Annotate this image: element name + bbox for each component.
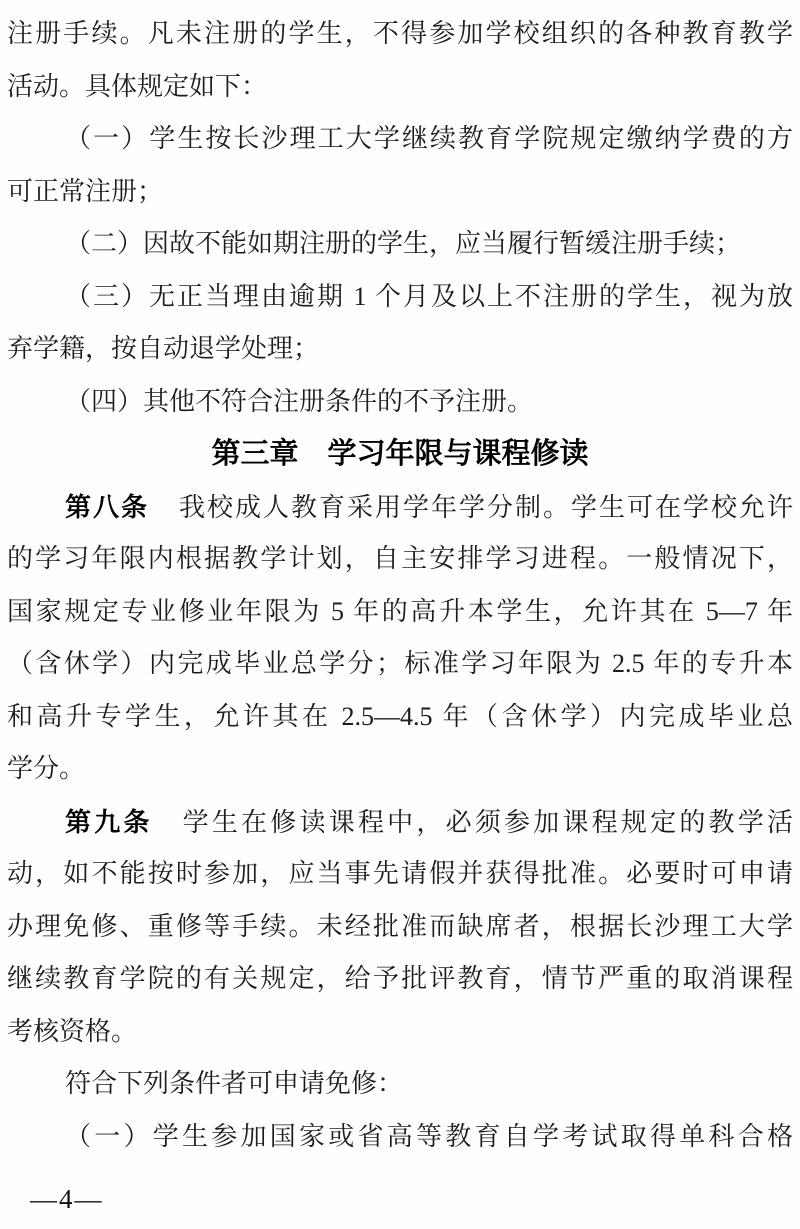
text-line: 学分。 — [7, 754, 86, 783]
text-line: 继续教育学院的有关规定，给予批评教育，情节严重的取消课程 — [7, 964, 793, 993]
line-text: 我校成人教育采用学年学分制。学生可在学校允许 — [179, 492, 793, 522]
text-line: 和高升专学生，允许其在 2.5—4.5 年（含休学）内完成毕业总 — [7, 701, 793, 731]
article-number: 第九条 — [65, 806, 153, 837]
text-line: 活动。具体规定如下： — [7, 71, 268, 101]
text-line: （含休学）内完成毕业总学分；标准学习年限为 2.5 年的专升本 — [7, 649, 793, 678]
text-line: 符合下列条件者可申请免修： — [65, 1069, 404, 1098]
chapter-heading: 第三章 学习年限与课程修读 — [211, 438, 589, 470]
text-line: 可正常注册； — [7, 176, 164, 206]
text-line: 弃学籍，按自动退学处理； — [7, 334, 320, 363]
text-line: （二）因故不能如期注册的学生，应当履行暂缓注册手续； — [65, 229, 742, 258]
text-line: （一）学生按长沙理工大学继续教育学院规定缴纳学费的方 — [65, 124, 793, 153]
text-line: 的学习年限内根据教学计划，自主安排学习进程。一般情况下， — [7, 544, 793, 573]
text-line — [7, 481, 793, 534]
text-line: 考核资格。 — [7, 1016, 138, 1046]
page-number: —4— — [30, 1184, 104, 1214]
text-line: （一）学生参加国家或省高等教育自学考试取得单科合格 — [65, 1121, 793, 1151]
text-line: 注册手续。凡未注册的学生，不得参加学校组织的各种教育教学 — [7, 19, 793, 48]
text-line: （四）其他不符合注册条件的不予注册。 — [65, 386, 534, 416]
text-line: 国家规定专业修业年限为 5 年的高升本学生，允许其在 5—7 年 — [7, 596, 793, 626]
line-text: 学生在修读课程中，必须参加课程规定的教学活 — [182, 807, 793, 837]
text-line: 动，如不能按时参加，应当事先请假并获得批准。必要时可申请 — [7, 859, 793, 888]
article-number: 第八条 — [65, 491, 149, 522]
text-line: 办理免修、重修等手续。未经批准而缺席者，根据长沙理工大学 — [7, 911, 793, 941]
text-line: （三）无正当理由逾期 1 个月及以上不注册的学生，视为放 — [65, 281, 793, 311]
text-line — [7, 796, 793, 849]
